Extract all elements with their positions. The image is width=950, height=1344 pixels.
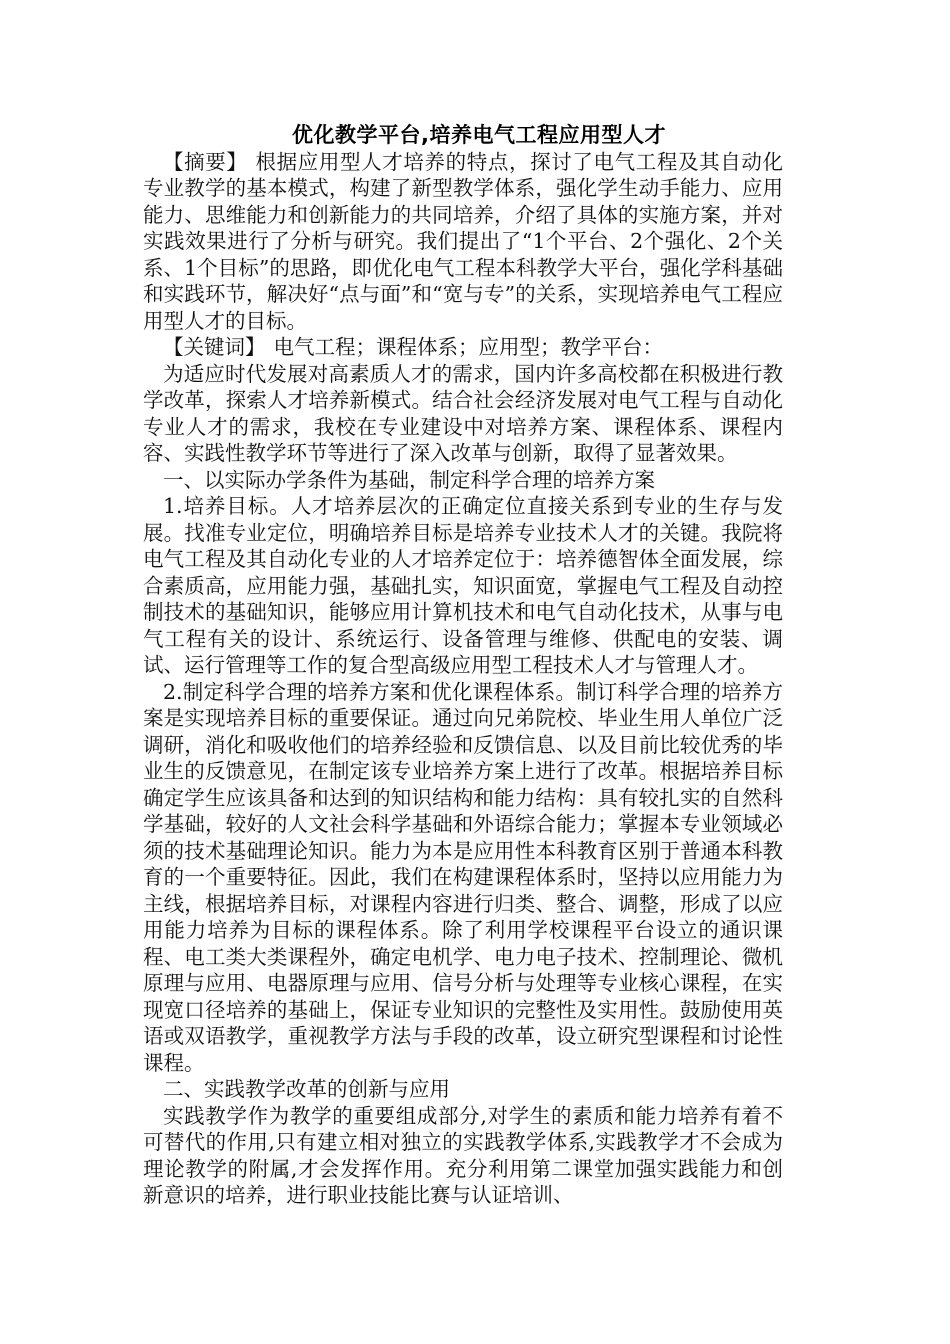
section-1-heading: 一、以实际办学条件为基础，制定科学合理的培养方案	[163, 467, 655, 492]
intro-paragraph: 为适应时代发展对高素质人才的需求，国内许多高校都在积极进行教学改革，探索人才培养新模式。结合社会经济发展对电气工程与自动化专业人才的需求，我校在专业建设中对培养方案、课程体系、课程内容、实践性教学环节等进行了深入改革与创新，取得了显著效果。	[143, 361, 783, 465]
keywords-label: 【关键词】	[163, 335, 266, 359]
section-2-paragraph-1: 实践教学作为教学的重要组成部分,对学生的素质和能力培养有着不可替代的作用,只有建立相对独立的实践教学体系,实践教学才不会成为理论教学的附属,才会发挥作用。充分利用第二课堂加强实践能力和创新意识的培养，进行职业技能比赛与认证培训、	[143, 1103, 783, 1207]
keywords-paragraph	[143, 334, 783, 361]
abstract-text: 根据应用型人才培养的特点，探讨了电气工程及其自动化专业教学的基本模式，构建了新型教学体系，强化学生动手能力、应用能力、思维能力和创新能力的共同培养，介绍了具体的实施方案，并对实践效果进行了分析与研究。我们提出了“1个平台、2个强化、2个关系、1个目标”的思路，即优化电气工程本科教学大平台，强化学科基础和实践环节，解决好“点与面”和“宽与专”的关系，实现培养电气工程应用型人才的目标。	[143, 149, 783, 333]
document-title: 优化教学平台,培养电气工程应用型人才	[292, 123, 666, 147]
keywords-text: 电气工程；课程体系；应用型；教学平台：	[273, 335, 663, 359]
document-body	[143, 122, 783, 1209]
abstract-label: 【摘要】	[163, 149, 248, 174]
section-1-paragraph-2: 2.制定科学合理的培养方案和优化课程体系。制订科学合理的培养方案是实现培养目标的重要保证。通过向兄弟院校、毕业生用人单位广泛调研，消化和吸收他们的培养经验和反馈信息、以及目前比较优秀的毕业生的反馈意见，在制定该专业培养方案上进行了改革。根据培养目标确定学生应该具备和达到的知识结构和能力结构：具有较扎实的自然科学基础，较好的人文社会科学基础和外语综合能力；掌握本专业领域必须的技术基础理论知识。能力为本是应用性本科教育区别于普通本科教育的一个重要特征。因此，我们在构建课程体系时，坚持以应用能力为主线，根据培养目标，对课程内容进行归类、整合、调整，形成了以应用能力培养为目标的课程体系。除了利用学校课程平台设立的通识课程、电工类大类课程外，确定电机学、电力电子技术、控制理论、微机原理与应用、电器原理与应用、信号分析与处理等专业核心课程，在实现宽口径培养的基础上，保证专业知识的完整性及实用性。鼓励使用英语或双语教学，重视教学方法与手段的改革，设立研究型课程和讨论性课程。	[143, 679, 783, 1075]
section-1-paragraph-1: 1.培养目标。人才培养层次的正确定位直接关系到专业的生存与发展。找准专业定位，明确培养目标是培养专业技术人才的关键。我院将电气工程及其自动化专业的人才培养定位于：培养德智体全面发展，综合素质高，应用能力强，基础扎实，知识面宽，掌握电气工程及自动控制技术的基础知识，能够应用计算机技术和电气自动化技术，从事与电气工程有关的设计、系统运行、设备管理与维修、供配电的安装、调试、运行管理等工作的复合型高级应用型工程技术人才与管理人才。	[143, 494, 783, 677]
section-2-heading: 二、实践教学改革的创新与应用	[163, 1077, 450, 1101]
abstract-paragraph	[143, 149, 783, 335]
